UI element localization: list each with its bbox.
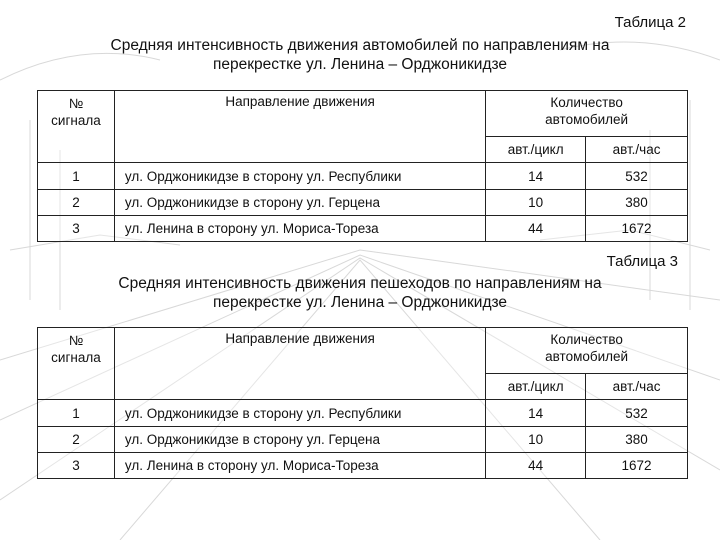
table-row — [38, 400, 688, 427]
header-per-cycle: авт./цикл — [486, 137, 586, 163]
header-quantity-line-2: автомобилей — [545, 112, 629, 127]
cell-per-cycle: 14 — [486, 400, 586, 427]
header-signal-line-2: сигнала — [51, 113, 101, 128]
cell-direction: ул. Ленина в сторону ул. Мориса-Тореза — [114, 216, 485, 242]
header-per-hour: авт./час — [586, 137, 688, 163]
cell-signal: 1 — [38, 400, 115, 427]
header-per-cycle: авт./цикл — [486, 374, 586, 400]
header-signal — [38, 328, 115, 400]
header-quantity — [486, 91, 688, 137]
cell-per-hour: 1672 — [586, 216, 688, 242]
cell-signal: 3 — [38, 453, 115, 479]
cell-per-hour: 532 — [586, 400, 688, 427]
header-signal-line-1: № — [68, 333, 84, 348]
cell-per-cycle: 14 — [486, 163, 586, 190]
header-direction: Направление движения — [114, 328, 485, 400]
table-2-title-line-1: Средняя интенсивность движения автомобилей по направлениям на — [110, 37, 610, 54]
header-quantity — [486, 328, 688, 374]
cell-signal: 1 — [38, 163, 115, 190]
header-signal-line-1: № — [68, 96, 84, 111]
header-quantity-line-2: автомобилей — [545, 349, 629, 364]
cell-signal: 3 — [38, 216, 115, 242]
table-row — [38, 190, 688, 216]
table-row — [38, 427, 688, 453]
cell-direction: ул. Орджоникидзе в сторону ул. Республики — [114, 163, 485, 190]
header-signal-line-2: сигнала — [51, 350, 101, 365]
table-2-number: Таблица 2 — [614, 14, 686, 31]
table-3-title-line-1: Средняя интенсивность движения пешеходов по направлениям на — [118, 275, 602, 292]
table-2 — [37, 90, 688, 242]
cell-direction: ул. Орджоникидзе в сторону ул. Герцена — [114, 427, 485, 453]
table-row — [38, 453, 688, 479]
cell-direction: ул. Орджоникидзе в сторону ул. Республики — [114, 400, 485, 427]
header-per-hour: авт./час — [586, 374, 688, 400]
table-row — [38, 163, 688, 190]
header-signal — [38, 91, 115, 163]
header-quantity-line-1: Количество — [550, 332, 623, 347]
header-quantity-line-1: Количество — [550, 95, 623, 110]
header-direction: Направление движения — [114, 91, 485, 163]
cell-signal: 2 — [38, 190, 115, 216]
cell-per-hour: 1672 — [586, 453, 688, 479]
cell-per-cycle: 44 — [486, 216, 586, 242]
cell-per-cycle: 44 — [486, 453, 586, 479]
cell-per-hour: 380 — [586, 427, 688, 453]
cell-per-hour: 380 — [586, 190, 688, 216]
table-3 — [37, 327, 688, 479]
cell-direction: ул. Орджоникидзе в сторону ул. Герцена — [114, 190, 485, 216]
cell-direction: ул. Ленина в сторону ул. Мориса-Тореза — [114, 453, 485, 479]
cell-per-cycle: 10 — [486, 427, 586, 453]
table-3-title-line-2: перекрестке ул. Ленина – Орджоникидзе — [212, 294, 508, 311]
table-2-title-line-2: перекрестке ул. Ленина – Орджоникидзе — [212, 56, 508, 73]
table-row — [38, 216, 688, 242]
table-3-number: Таблица 3 — [606, 253, 678, 270]
cell-signal: 2 — [38, 427, 115, 453]
cell-per-cycle: 10 — [486, 190, 586, 216]
cell-per-hour: 532 — [586, 163, 688, 190]
